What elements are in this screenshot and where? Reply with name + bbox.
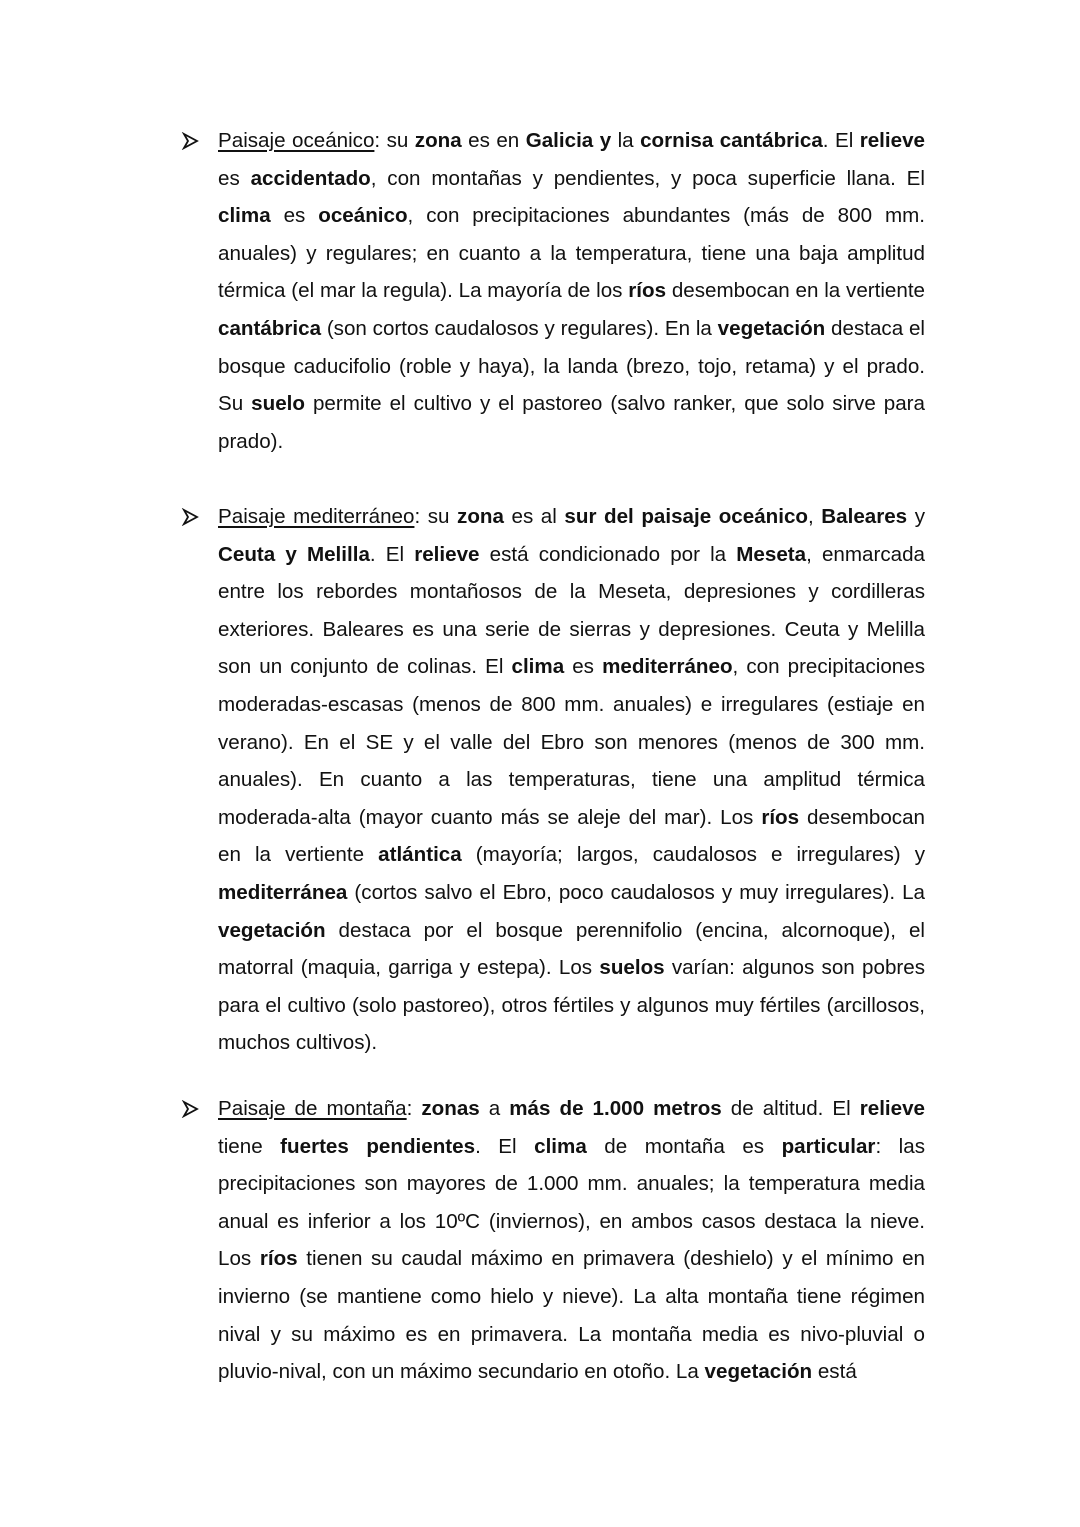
text-run: . El xyxy=(822,129,860,152)
bold-term: zonas xyxy=(421,1097,480,1120)
bold-term: clima xyxy=(534,1134,587,1158)
bold-term: cornisa cantábrica xyxy=(640,129,823,152)
bold-term: relieve xyxy=(414,542,480,566)
text-run: desembocan en la vertiente xyxy=(666,279,926,303)
bold-term: vegetación xyxy=(218,918,326,942)
bold-term: sur del paisaje oceánico xyxy=(564,505,808,528)
bold-term: suelos xyxy=(599,956,665,980)
section-heading: Paisaje mediterráneo xyxy=(218,505,415,528)
bold-term: atlántica xyxy=(378,843,462,867)
text-run: destaca el bosque caducifolio (roble y haya), la landa (brezo, tojo, retama) y el prado. Su xyxy=(218,316,925,416)
text-run: a xyxy=(479,1097,510,1120)
text-run: es xyxy=(218,166,251,190)
section-paisaje-de-montana xyxy=(218,1090,925,1391)
text-run: (cortos salvo el Ebro, poco caudalosos y muy irregulares). La xyxy=(347,880,925,904)
bold-term: relieve xyxy=(859,129,925,152)
text-run: : su xyxy=(374,129,415,152)
bold-term: vegetación xyxy=(704,1360,813,1384)
text-run: , con precipitaciones moderadas-escasas (menos de 800 mm. anuales) e irregulares (estiaje en verano). En el SE y el valle del Ebro son menores (menos de 300 mm. anuales). En cuanto a las temperaturas, tiene una amplitud térmica moderada-alta (mayor cuanto más se aleje del mar). Los xyxy=(218,655,925,829)
bold-term: clima xyxy=(218,204,271,228)
text-run: es xyxy=(564,655,603,679)
text-run: está xyxy=(812,1360,857,1384)
bold-term: mediterráneo xyxy=(602,655,733,679)
bold-term: vegetación xyxy=(717,316,826,340)
text-run: tiene xyxy=(218,1134,281,1158)
text-run: , enmarcada entre los rebordes montañosos de la Meseta, depresiones y cordilleras exteriores. Baleares es una serie de sierras y depresiones. Ceuta y Melilla son un conjunto de colinas. El xyxy=(218,542,925,679)
text-run: destaca por el bosque perennifolio (encina, alcornoque), el matorral (maquia, garriga y estepa). Los xyxy=(218,918,925,980)
arrowhead-bullet-icon xyxy=(181,132,199,150)
text-run: y xyxy=(907,505,925,528)
bold-term: clima xyxy=(511,655,565,679)
text-run: : las precipitaciones son mayores de 1.000 mm. anuales; la temperatura media anual es inferior a los 10ºC (inviernos), en ambos casos destaca la nieve. Los xyxy=(218,1134,926,1271)
bold-term: Meseta xyxy=(736,542,807,566)
text-run: la xyxy=(611,129,641,152)
section-paisaje-oceanico xyxy=(218,122,925,460)
bold-term: cantábrica xyxy=(218,316,322,340)
text-run: es en xyxy=(461,129,526,152)
bold-term: más de 1.000 metros xyxy=(509,1097,722,1120)
text-run: , con precipitaciones abundantes (más de 800 mm. anuales) y regulares; en cuanto a la temperatura, tiene una baja amplitud térmica (el mar la regula). La mayoría de los xyxy=(218,204,925,303)
bold-term: ríos xyxy=(628,279,667,303)
bold-term: Baleares xyxy=(821,505,908,528)
bold-term: suelo xyxy=(251,392,305,416)
bold-term: ríos xyxy=(761,805,800,829)
arrowhead-bullet-icon xyxy=(181,1100,199,1118)
arrowhead-bullet-icon xyxy=(181,508,199,526)
bold-term: Ceuta y Melilla xyxy=(218,542,370,566)
bold-term: Galicia y xyxy=(525,129,612,152)
bold-term: accidentado xyxy=(250,166,371,190)
text-run: varían: algunos son pobres para el cultivo (solo pastoreo), otros fértiles y algunos muy fértiles (arcillosos, muchos cultivos). xyxy=(218,956,926,1055)
text-run: , xyxy=(807,505,822,528)
bold-term: zona xyxy=(414,129,462,152)
text-run: de montaña es xyxy=(586,1134,782,1158)
text-run: es al xyxy=(503,505,565,528)
text-run: tienen su caudal máximo en primavera (deshielo) y el mínimo en invierno (se mantiene como hielo y nieve). La alta montaña tiene régimen nival y su máximo es en primavera. La montaña media es nivo-pluvial o pluvio-nival, con un máximo secundario en otoño. La xyxy=(218,1247,925,1384)
bold-term: oceánico xyxy=(318,204,408,228)
bold-term: zona xyxy=(457,505,504,528)
text-run: desembocan en la vertiente xyxy=(218,805,925,867)
bold-term: ríos xyxy=(259,1247,298,1271)
bold-term: relieve xyxy=(859,1097,926,1120)
section-heading: Paisaje de montaña xyxy=(218,1097,407,1120)
bold-term: fuertes pendientes xyxy=(280,1134,476,1158)
text-run: es xyxy=(270,204,319,228)
text-run: de altitud. El xyxy=(721,1097,860,1120)
bold-term: particular xyxy=(781,1134,876,1158)
text-run: permite el cultivo y el pastoreo (salvo ranker, que solo sirve para prado). xyxy=(218,392,925,453)
text-run: . El xyxy=(369,542,415,566)
text-run: : su xyxy=(414,505,458,528)
text-run: (son cortos caudalosos y regulares). En la xyxy=(321,316,718,340)
text-run: . El xyxy=(475,1134,535,1158)
text-run: (mayoría; largos, caudalosos e irregulares) y xyxy=(461,843,925,867)
section-paisaje-mediterraneo xyxy=(218,498,925,1062)
section-heading: Paisaje oceánico xyxy=(218,129,375,152)
text-run: , con montañas y pendientes, y poca superficie llana. El xyxy=(370,166,925,190)
text-run: : xyxy=(406,1097,422,1120)
bold-term: mediterránea xyxy=(218,880,348,904)
text-run: está condicionado por la xyxy=(479,542,737,566)
